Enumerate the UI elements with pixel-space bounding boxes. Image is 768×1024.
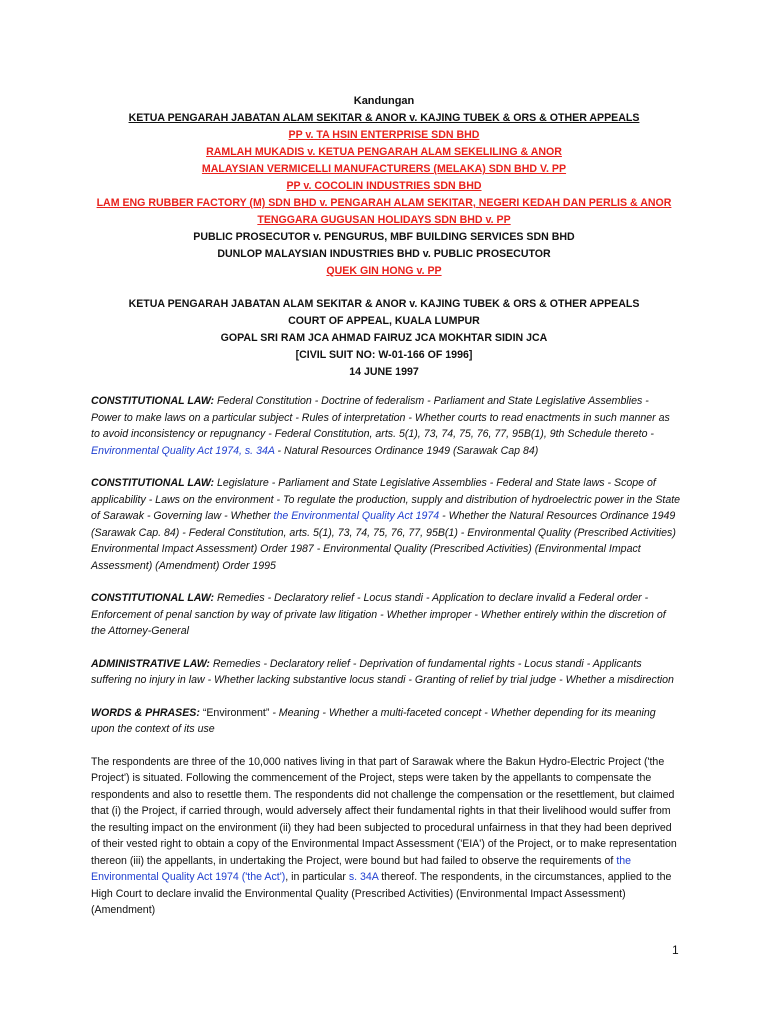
toc-heading: Kandungan [353, 95, 415, 107]
suit-number: [CIVIL SUIT NO: W-01-166 OF 1996] [295, 349, 473, 361]
toc-item-tenggara-gugusan[interactable]: TENGGARA GUGUSAN HOLIDAYS SDN BHD v. PP [257, 214, 511, 226]
headnote-constitutional-3: CONSTITUTIONAL LAW: Remedies - Declaratory relief - Locus standi - Application to declare invalid a Federal order - Enforcement of penal sanction by way of private law litigation - Whether improper - Whether entirely within the discretion of the Attorney-General [91, 592, 666, 637]
judges: GOPAL SRI RAM JCA AHMAD FAIRUZ JCA MOKHTAR SIDIN JCA [220, 332, 548, 344]
facts-paragraph: The respondents are three of the 10,000 natives living in that part of Sarawak where the Bakun Hydro-Electric Project ('the Project') is situated. Following the commencement of the Project, steps were taken by the appellants to compensate the respondents and also to resettle them. The respondents did not challenge the compensation or the resettlement, but claimed that (i) the Project, if carried through, would adversely affect their fundamental rights in that their livelihood would suffer from the resulting impact on the environment (ii) they had been subjected to procedural unfairness in that they had been deprived of their vested right to obtain a copy of the Environmental Impact Assessment ('EIA') of the Project, or to make representation thereon (iii) the appellants, in undertaking the Project, were bound but had failed to observe the requirements of the Environmental Quality Act 1974 ('the Act'), in particular s. 34A thereof. The respondents, in the circumstances, applied to the High Court to declare invalid the Environmental Quality (Prescribed Activities) (Environmental Impact Assessment) (Amendment) [91, 755, 677, 916]
court-name: COURT OF APPEAL, KUALA LUMPUR [288, 315, 480, 327]
toc-item-malaysian-vermicelli[interactable]: MALAYSIAN VERMICELLI MANUFACTURERS (MELAKA) SDN BHD V. PP [201, 163, 567, 175]
headnote-constitutional-2: CONSTITUTIONAL LAW: Legislature - Parliament and State Legislative Assemblies - Federal and State laws - Scope of applicability - Laws on the environment - To regulate the production, supply and distribution of hydroelectric power in the State of Sarawak - Governing law - Whether the Environmental Quality Act 1974 - Whether the Natural Resources Ordinance 1949 (Sarawak Cap. 84) - Federal Constitution, arts. 5(1), 73, 74, 75, 76, 77, 95B(1) - Environmental Quality (Prescribed Activities) Environmental Impact Assessment) Order 1987 - Environmental Quality (Prescribed Activities) (Environmental Impact Assessment) (Amendment) Order 1995 [91, 477, 681, 572]
headnote-constitutional-1: CONSTITUTIONAL LAW: Federal Constitution - Doctrine of federalism - Parliament and State Legislative Assemblies - Power to make laws on a particular subject - Rules of interpretation - Whether courts to read enactments in such manner as to avoid inconsistency or repugnancy - Federal Constitution, arts. 5(1), 73, 74, 75, 76, 77, 95B(1), 9th Schedule thereto - Environmental Quality Act 1974, s. 34A - Natural Resources Ordinance 1949 (Sarawak Cap 84) [91, 395, 670, 457]
toc-item-dunlop: DUNLOP MALAYSIAN INDUSTRIES BHD v. PUBLIC PROSECUTOR [217, 248, 551, 260]
headnote-words-phrases: WORDS & PHRASES: “Environment” - Meaning - Whether a multi-faceted concept - Whether depending for its meaning upon the context of its use [91, 706, 656, 735]
toc-item-lam-eng-rubber[interactable]: LAM ENG RUBBER FACTORY (M) SDN BHD v. PENGARAH ALAM SEKITAR, NEGERI KEDAH DAN PERLIS & ANOR [96, 197, 672, 209]
judgment-date: 14 JUNE 1997 [349, 366, 419, 378]
toc-item-quek-gin-hong[interactable]: QUEK GIN HONG v. PP [326, 265, 442, 277]
toc-item-ramlah-mukadis[interactable]: RAMLAH MUKADIS v. KETUA PENGARAH ALAM SEKELILING & ANOR [206, 146, 562, 158]
table-of-contents [0, 93, 768, 280]
statute-link[interactable]: the Environmental Quality Act 1974 [273, 510, 440, 522]
section-link[interactable]: s. 34A [348, 871, 379, 883]
toc-item-ta-hsin[interactable]: PP v. TA HSIN ENTERPRISE SDN BHD [288, 129, 480, 141]
case-header [0, 296, 768, 381]
toc-item-kajing-tubek[interactable]: KETUA PENGARAH JABATAN ALAM SEKITAR & ANOR v. KAJING TUBEK & ORS & OTHER APPEALS [128, 112, 640, 124]
toc-item-cocolin[interactable]: PP v. COCOLIN INDUSTRIES SDN BHD [286, 180, 482, 192]
page-number: 1 [672, 943, 679, 957]
statute-link[interactable]: Environmental Quality Act 1974, s. 34A [91, 444, 275, 457]
case-title: KETUA PENGARAH JABATAN ALAM SEKITAR & ANOR v. KAJING TUBEK & ORS & OTHER APPEALS [128, 298, 640, 310]
statute-link[interactable]: the Environmental Quality Act 1974 ('the Act') [91, 854, 632, 883]
headnote-administrative: ADMINISTRATIVE LAW: Remedies - Declaratory relief - Deprivation of fundamental rights - Locus standi - Applicants suffering no injury in law - Whether lacking substantive locus standi - Granting of relief by trial judge - Whether a misdirection [91, 657, 674, 686]
toc-item-mbf-building: PUBLIC PROSECUTOR v. PENGURUS, MBF BUILDING SERVICES SDN BHD [193, 231, 575, 243]
case-body [91, 393, 681, 935]
